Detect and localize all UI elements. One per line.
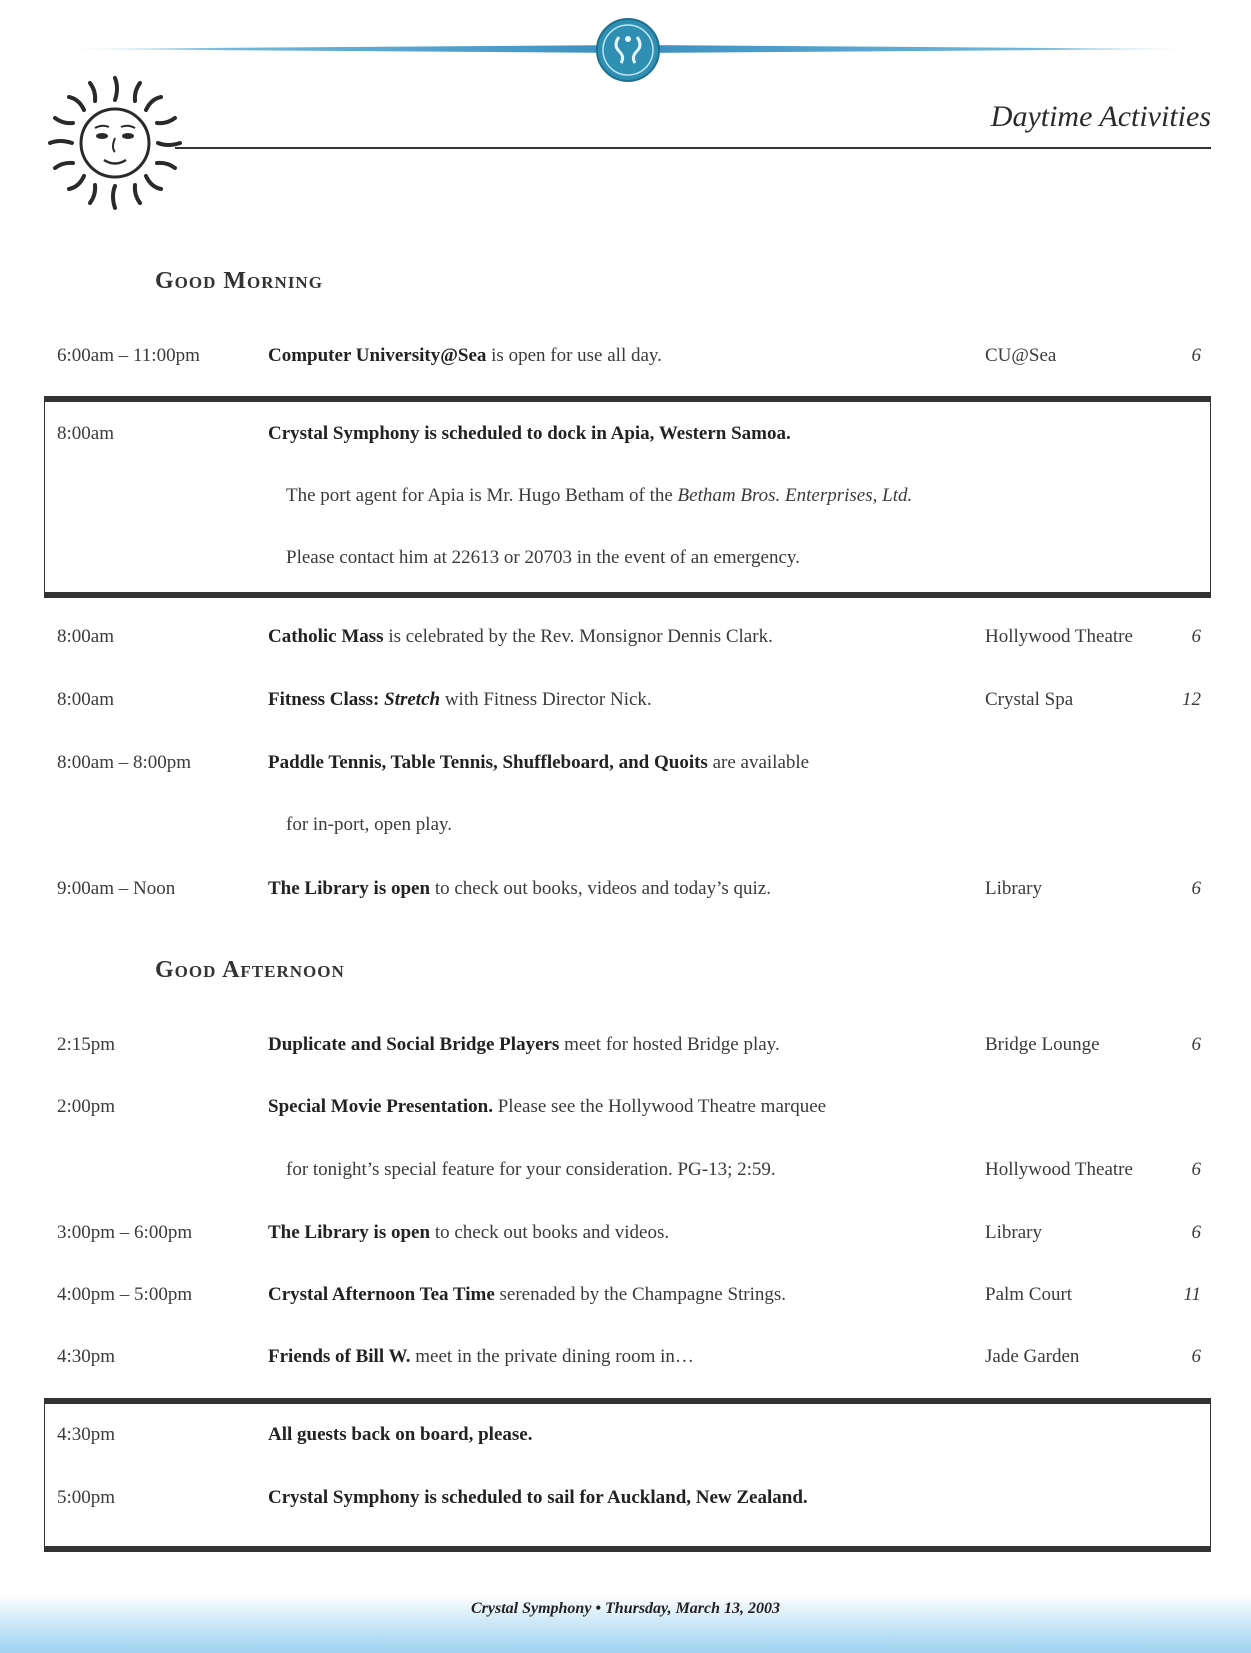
row-venue: Hollywood Theatre: [985, 1159, 1133, 1180]
row-description: Special Movie Presentation. Please see the Hollywood Theatre marquee: [268, 1096, 827, 1117]
schedule-row-sports-cont: [0, 814, 1251, 844]
row-description: for tonight’s special feature for your consideration. PG-13; 2:59.: [286, 1159, 776, 1180]
schedule-row-bridge: [0, 1034, 1251, 1064]
schedule-row-library-afternoon: [0, 1222, 1251, 1252]
row-venue: Library: [985, 1222, 1042, 1243]
schedule-row-cu: [0, 345, 1251, 375]
row-deck: 6: [1191, 626, 1201, 647]
row-deck: 6: [1191, 1159, 1201, 1180]
row-time: 2:15pm: [57, 1034, 116, 1055]
schedule-row-fitness: [0, 689, 1251, 719]
row-venue: Library: [985, 878, 1042, 899]
schedule-row-dock-contact: [0, 547, 1251, 577]
schedule-row-movie-cont: [0, 1159, 1251, 1189]
schedule-row-movie: [0, 1096, 1251, 1126]
row-deck: 6: [1191, 878, 1201, 899]
section-heading-morning: Good Morning: [155, 268, 323, 294]
row-deck: 6: [1191, 1222, 1201, 1243]
footer-text: Crystal Symphony • Thursday, March 13, 2003: [470, 1600, 781, 1617]
seahorse-emblem-icon: [595, 17, 661, 83]
schedule-row-dock: [0, 423, 1251, 453]
row-description: Crystal Symphony is scheduled to sail for Auckland, New Zealand.: [268, 1487, 808, 1508]
row-time: 9:00am – Noon: [57, 878, 176, 899]
row-deck: 6: [1191, 1034, 1201, 1055]
row-description: Catholic Mass is celebrated by the Rev. Monsignor Dennis Clark.: [268, 626, 773, 647]
row-time: 3:00pm – 6:00pm: [57, 1222, 193, 1243]
row-description: Paddle Tennis, Table Tennis, Shuffleboard, and Quoits are available: [268, 752, 810, 773]
row-venue: Bridge Lounge: [985, 1034, 1100, 1055]
schedule-row-library-morning: [0, 878, 1251, 908]
schedule-row-billw: [0, 1346, 1251, 1376]
notice-box-sailing: [44, 1398, 1211, 1552]
row-time: 8:00am – 8:00pm: [57, 752, 192, 773]
schedule-row-sail: [0, 1487, 1251, 1517]
row-time: 8:00am: [57, 626, 114, 647]
row-description: All guests back on board, please.: [268, 1424, 533, 1445]
row-deck: 12: [1182, 689, 1201, 710]
row-time: 6:00am – 11:00pm: [57, 345, 200, 366]
row-venue: Jade Garden: [985, 1346, 1080, 1367]
row-description: Computer University@Sea is open for use all day.: [268, 345, 662, 366]
row-description: The port agent for Apia is Mr. Hugo Betham of the Betham Bros. Enterprises, Ltd.: [286, 485, 913, 506]
header-rule: [175, 147, 1211, 149]
row-description: Friends of Bill W. meet in the private dining room in…: [268, 1346, 694, 1367]
schedule-row-tea: [0, 1284, 1251, 1314]
row-time: 4:30pm: [57, 1424, 116, 1445]
row-description: The Library is open to check out books, videos and today’s quiz.: [268, 878, 771, 899]
row-description: Please contact him at 22613 or 20703 in the event of an emergency.: [286, 547, 800, 568]
row-description: Fitness Class: Stretch with Fitness Director Nick.: [268, 689, 652, 710]
row-venue: Hollywood Theatre: [985, 626, 1133, 647]
row-venue: Palm Court: [985, 1284, 1073, 1305]
page-title: Daytime Activities: [990, 100, 1211, 133]
row-time: 8:00am: [57, 689, 114, 710]
section-heading-afternoon: Good Afternoon: [155, 957, 345, 983]
row-deck: 11: [1183, 1284, 1201, 1305]
row-time: 5:00pm: [57, 1487, 116, 1508]
row-time: 4:00pm – 5:00pm: [57, 1284, 193, 1305]
row-description: Crystal Symphony is scheduled to dock in Apia, Western Samoa.: [268, 423, 791, 444]
row-description: The Library is open to check out books and videos.: [268, 1222, 670, 1243]
sun-face-icon: [40, 68, 190, 218]
schedule-row-sports: [0, 752, 1251, 782]
schedule-row-dock-agent: [0, 485, 1251, 515]
row-time: 4:30pm: [57, 1346, 116, 1367]
row-description: Crystal Afternoon Tea Time serenaded by the Champagne Strings.: [268, 1284, 787, 1305]
row-description: Duplicate and Social Bridge Players meet for hosted Bridge play.: [268, 1034, 780, 1055]
row-description: for in-port, open play.: [286, 814, 453, 835]
row-time: 2:00pm: [57, 1096, 116, 1117]
row-deck: 6: [1191, 1346, 1201, 1367]
row-time: 8:00am: [57, 423, 114, 444]
schedule-row-mass: [0, 626, 1251, 656]
row-venue: Crystal Spa: [985, 689, 1074, 710]
schedule-row-aboard: [0, 1424, 1251, 1454]
row-venue: CU@Sea: [985, 345, 1057, 366]
row-deck: 6: [1191, 345, 1201, 366]
